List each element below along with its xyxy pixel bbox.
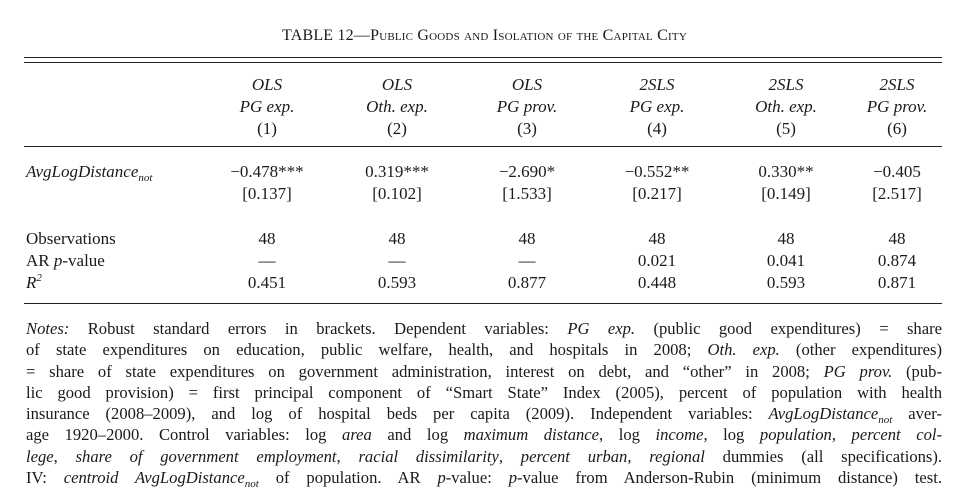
notes-text: aver- [892,404,942,424]
notes-italic: share of government employment [75,446,337,466]
obs-col-2: 48 [388,229,406,248]
notes-text: and log [371,425,464,445]
col-2-num: (2) [387,119,407,138]
obs-col-3: 48 [518,229,536,248]
col-3-num: (3) [517,119,537,138]
r2-col-6: 0.871 [877,273,917,292]
notes-italic: income [655,425,704,445]
notes-subscript: not [878,414,893,427]
coef-col-6: −0.405 [873,162,921,181]
notes-italic [768,404,893,427]
notes-label: Notes: [26,319,70,338]
notes-italic: Oth. exp. [707,340,780,360]
notes-line-7 [26,446,942,467]
ar-col-5: 0.041 [766,251,806,270]
notes-italic: racial dissimilarity [358,446,499,466]
col-2-method: OLS [381,75,413,94]
r2-col-5: 0.593 [766,273,806,292]
col-6-num: (6) [887,119,907,138]
notes-italic-text: centroid AvgLogDistance [63,468,245,488]
table-title [0,27,969,45]
notes-text: , log [599,425,656,445]
notes-line-8 [26,467,942,491]
col-1-method: OLS [251,75,283,94]
r2-col-1: 0.451 [247,273,287,292]
ar-label-post: -value [62,251,105,270]
col-5-num: (5) [776,119,796,138]
notes-text: of state expenditures on education, public welfare, health, and hospitals in 2008; [26,340,708,360]
table-title-prefix: TABLE 12— [282,27,371,44]
se-col-2: [0.102] [372,184,422,203]
notes-italic: population [759,425,832,445]
r2-col-4: 0.448 [637,273,677,292]
col-4-dep: PG exp. [629,97,685,116]
r2-label: R [26,273,37,292]
notes-italic [63,468,259,491]
coef-col-4: −0.552** [624,162,690,181]
notes-text: (other expenditures) [779,340,942,360]
notes-text: , [53,446,76,466]
header-rule [24,146,942,147]
notes-italic: regional [649,446,705,466]
notes-italic: lege [26,446,54,466]
top-rule-2 [24,62,942,63]
row-label-text: AvgLogDistance [26,162,139,181]
notes-text: insurance (2008–2009), and log of hospital beds per capita (2009). Independent variables: [26,404,769,424]
notes-text: dummies (all specifications). [704,446,943,466]
col-3-dep: PG prov. [496,97,558,116]
top-rule-1 [24,57,942,58]
notes-text: (pub- [892,361,942,381]
col-5-dep: Oth. exp. [755,97,817,116]
notes-italic: maximum distance [463,425,600,445]
notes-text: lic good provision) = first principal component of “Smart State” Index (2005), percent of population with health [26,382,942,402]
ar-label-p: p [53,251,63,270]
col-5-method: 2SLS [768,75,804,94]
notes-italic: PG prov. [823,361,893,381]
obs-col-6: 48 [888,229,906,248]
ar-col-4: 0.021 [637,251,677,270]
notes-text: age 1920–2000. Control variables: log [26,425,343,445]
notes-line-6 [26,424,942,445]
notes-text: , [627,446,650,466]
obs-col-4: 48 [648,229,666,248]
r2-col-3: 0.877 [507,273,547,292]
bottom-rule [24,303,942,304]
row-label-subscript: not [138,172,153,184]
notes-text: of population. AR [258,468,438,488]
notes-text: , [831,425,852,445]
notes-italic: p [437,468,446,488]
coef-col-3: −2.690* [498,162,556,181]
obs-col-1: 48 [258,229,276,248]
ar-col-1: — [258,251,276,270]
notes-line-2 [26,339,942,360]
r2-superscript: 2 [36,272,42,284]
se-col-5: [0.149] [761,184,811,203]
obs-col-5: 48 [777,229,795,248]
notes-line-3 [26,361,942,382]
se-col-1: [0.137] [242,184,292,203]
notes-text: , [498,446,521,466]
se-col-6: [2.517] [872,184,922,203]
row-label-r2 [26,272,42,293]
notes-text: -value: [445,468,509,488]
col-1-num: (1) [257,119,277,138]
notes-text: , [336,446,359,466]
notes-subscript: not [244,478,259,491]
notes-italic: p [508,468,517,488]
notes-line-5 [26,403,942,427]
notes-italic: percent col- [851,425,943,445]
notes-text: , log [703,425,760,445]
notes-italic: area [342,425,372,445]
col-2-dep: Oth. exp. [366,97,428,116]
se-col-3: [1.533] [502,184,552,203]
col-4-method: 2SLS [639,75,675,94]
col-4-num: (4) [647,119,667,138]
notes-text: IV: [26,468,64,488]
notes-italic-text: AvgLogDistance [768,404,879,424]
se-col-4: [0.217] [632,184,682,203]
notes-text: = share of state expenditures on government administration, interest on debt, and “other” in 2008; [26,361,824,381]
row-label-avglogdistance [26,161,152,182]
ar-col-6: 0.874 [877,251,917,270]
ar-label-pre: AR [26,251,54,270]
col-1-dep: PG exp. [239,97,295,116]
notes-line-4 [26,382,942,403]
table-notes [26,318,943,491]
notes-italic: PG exp. [567,319,636,338]
notes-text: (public good expenditures) = share [635,319,942,338]
coef-col-1: −0.478*** [230,162,304,181]
row-label-ar-pvalue [26,250,105,271]
ar-col-3: — [518,251,536,270]
coef-col-5: 0.330** [758,162,814,181]
notes-text: Robust standard errors in brackets. Dependent variables: [69,319,568,338]
col-3-method: OLS [511,75,543,94]
row-label-observations: Observations [26,229,116,248]
r2-col-2: 0.593 [377,273,417,292]
notes-line-1 [26,318,942,339]
table-title-main: Public Goods and Isolation of the Capital City [370,27,687,44]
coef-col-2: 0.319*** [365,162,429,181]
col-6-method: 2SLS [879,75,915,94]
notes-text: -value from Anderson-Rubin (minimum distance) test. [517,468,942,488]
ar-col-2: — [388,251,406,270]
col-6-dep: PG prov. [866,97,928,116]
notes-italic: percent urban [520,446,628,466]
